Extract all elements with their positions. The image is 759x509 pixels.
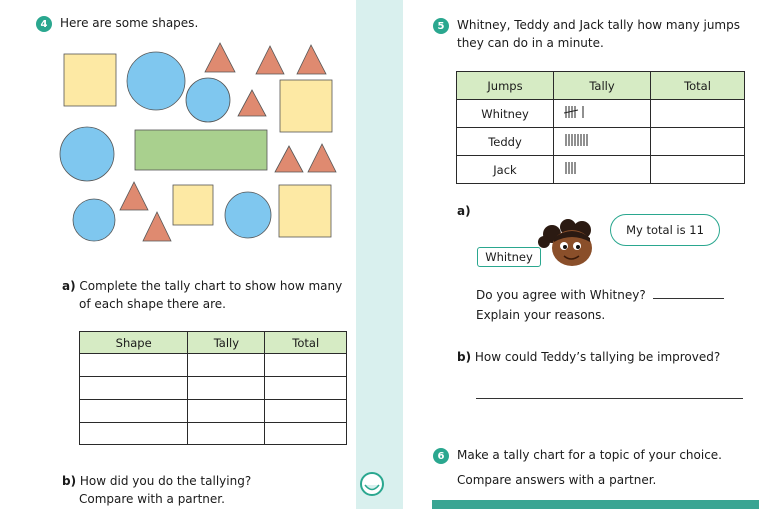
page-spine bbox=[356, 0, 403, 509]
part-b bbox=[457, 348, 720, 366]
circle-shape bbox=[225, 192, 271, 238]
circle-shape bbox=[186, 78, 230, 122]
triangle-shape bbox=[308, 144, 336, 172]
question-text-2: Compare answers with a partner. bbox=[457, 473, 657, 487]
part-label: b) bbox=[457, 350, 472, 364]
part-b-text-2: Compare with a partner. bbox=[79, 492, 225, 506]
tally-marks-icon bbox=[564, 133, 594, 147]
table-cell[interactable] bbox=[80, 377, 188, 400]
table-cell[interactable] bbox=[265, 354, 347, 377]
triangle-shape bbox=[238, 90, 266, 116]
tally-marks-icon bbox=[564, 161, 580, 175]
question-intro-2: they can do in a minute. bbox=[457, 36, 604, 50]
triangle-shape bbox=[143, 212, 171, 241]
jumps-tally-table bbox=[456, 71, 745, 184]
table-cell[interactable] bbox=[188, 354, 265, 377]
question-text: Make a tally chart for a topic of your choice. bbox=[457, 448, 722, 462]
column-header: Total bbox=[265, 332, 347, 354]
tally-marks bbox=[554, 128, 651, 156]
speech-text: My total is 11 bbox=[626, 223, 704, 237]
table-row bbox=[80, 423, 347, 445]
row-name: Jack bbox=[457, 156, 554, 184]
tally-marks bbox=[554, 100, 651, 128]
triangle-shape bbox=[120, 182, 148, 210]
table-cell[interactable] bbox=[80, 423, 188, 445]
triangle-shape bbox=[205, 43, 235, 72]
total-cell[interactable] bbox=[651, 156, 745, 184]
part-b-text: How could Teddy’s tallying be improved? bbox=[474, 350, 721, 364]
table-row bbox=[457, 128, 745, 156]
table-row bbox=[80, 377, 347, 400]
agree-question: Do you agree with Whitney? bbox=[476, 288, 646, 302]
square-shape bbox=[279, 185, 331, 237]
circle-shape bbox=[60, 127, 114, 181]
triangle-shape bbox=[275, 146, 303, 172]
circle-shape bbox=[127, 52, 185, 110]
total-cell[interactable] bbox=[651, 100, 745, 128]
answer-line[interactable] bbox=[476, 398, 743, 399]
character-name: Whitney bbox=[485, 250, 533, 264]
part-label: b) bbox=[62, 474, 77, 488]
discussion-icon bbox=[359, 472, 385, 496]
table-cell[interactable] bbox=[265, 400, 347, 423]
question-number: 6 bbox=[437, 450, 445, 462]
table-cell[interactable] bbox=[80, 354, 188, 377]
table-cell[interactable] bbox=[265, 423, 347, 445]
question-number-badge bbox=[36, 16, 52, 32]
question-intro: Whitney, Teddy and Jack tally how many jumps bbox=[457, 18, 740, 32]
answer-line[interactable] bbox=[653, 298, 724, 299]
table-cell[interactable] bbox=[188, 400, 265, 423]
shape-tally-table bbox=[79, 331, 347, 445]
tally-marks bbox=[554, 156, 651, 184]
speech-bubble bbox=[610, 214, 720, 246]
square-shape bbox=[64, 54, 116, 106]
column-header: Jumps bbox=[457, 72, 554, 100]
table-row bbox=[80, 354, 347, 377]
square-shape bbox=[173, 185, 213, 225]
part-label: a) bbox=[62, 279, 76, 293]
part-label: a) bbox=[457, 204, 471, 218]
row-name: Teddy bbox=[457, 128, 554, 156]
question-intro: Here are some shapes. bbox=[60, 16, 199, 30]
part-b bbox=[62, 472, 251, 490]
table-row bbox=[457, 156, 745, 184]
part-a-text-2: of each shape there are. bbox=[79, 297, 226, 311]
table-cell[interactable] bbox=[265, 377, 347, 400]
column-header: Tally bbox=[554, 72, 651, 100]
page-footer-bar bbox=[432, 500, 759, 509]
question-number-badge bbox=[433, 448, 449, 464]
table-cell[interactable] bbox=[188, 377, 265, 400]
explain-prompt: Explain your reasons. bbox=[476, 308, 606, 322]
row-name: Whitney bbox=[457, 100, 554, 128]
triangle-shape bbox=[297, 45, 326, 74]
table-row bbox=[457, 100, 745, 128]
table-cell[interactable] bbox=[188, 423, 265, 445]
question-number-badge bbox=[433, 18, 449, 34]
circle-shape bbox=[73, 199, 115, 241]
part-a-text: Complete the tally chart to show how many bbox=[79, 279, 343, 293]
column-header: Shape bbox=[80, 332, 188, 354]
triangle-shape bbox=[256, 46, 284, 74]
tally-marks-icon bbox=[564, 105, 588, 119]
character-name-tag bbox=[477, 247, 541, 267]
square-shape bbox=[280, 80, 332, 132]
character-avatar bbox=[532, 218, 604, 270]
table-row bbox=[80, 400, 347, 423]
question-number: 4 bbox=[40, 18, 48, 30]
table-cell[interactable] bbox=[80, 400, 188, 423]
total-cell[interactable] bbox=[651, 128, 745, 156]
part-a bbox=[62, 277, 342, 295]
rectangle-shape bbox=[135, 130, 267, 170]
column-header: Total bbox=[651, 72, 745, 100]
question-number: 5 bbox=[437, 20, 445, 32]
shapes-illustration bbox=[55, 38, 345, 248]
column-header: Tally bbox=[188, 332, 265, 354]
part-b-text: How did you do the tallying? bbox=[79, 474, 252, 488]
